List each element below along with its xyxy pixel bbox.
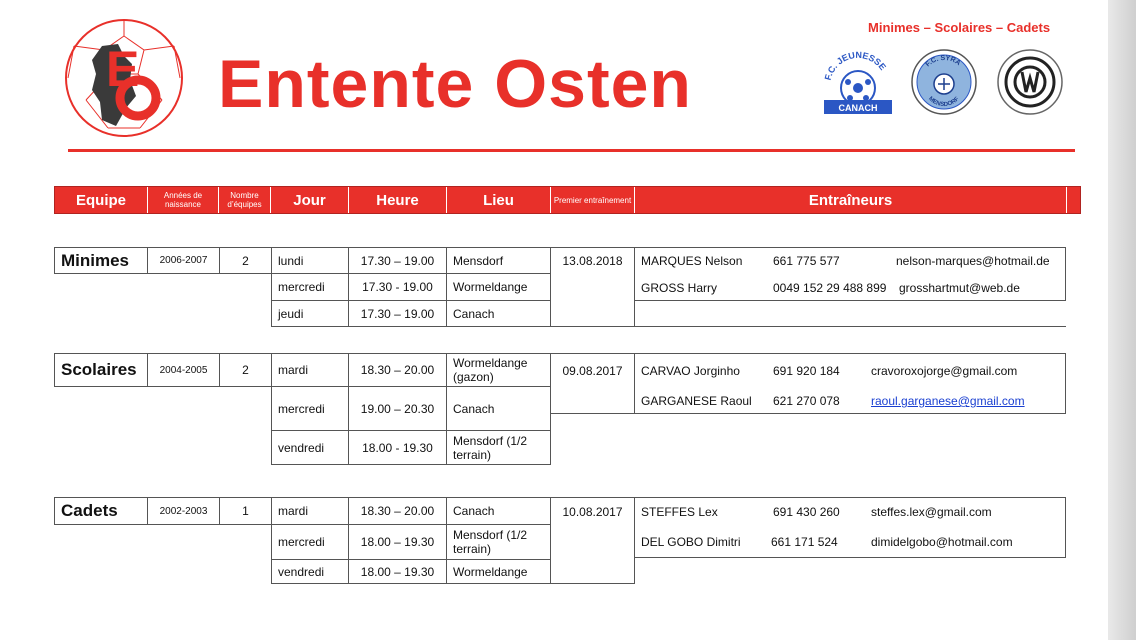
col-heure: Heure [349,187,447,213]
coach-name: MARQUES Nelson [641,254,743,268]
col-equipe: Equipe [55,187,148,213]
page-subtitle: Minimes – Scolaires – Cadets [868,20,1051,35]
col-nombre: Nombre d’équipes [219,187,271,213]
first-training: 10.08.2017 [550,497,635,584]
coach-name: CARVAO Jorginho [641,364,740,378]
coach-email[interactable]: grosshartmut@web.de [899,281,1020,295]
session-time: 18.30 – 20.00 [348,497,447,525]
session-place: Wormeldange [446,559,551,584]
team-count: 2 [219,353,272,387]
session-time: 18.00 - 19.30 [348,430,447,465]
session-day: lundi [271,247,349,274]
team-name: Cadets [54,497,148,525]
session-time: 18.00 – 19.30 [348,559,447,584]
coach-email[interactable]: dimidelgobo@hotmail.com [871,535,1013,549]
coach-phone: 0049 152 29 488 899 [773,281,887,295]
coach-phone: 691 920 184 [773,364,840,378]
session-place: Wormeldange (gazon) [446,353,551,387]
coach-name: GROSS Harry [641,281,718,295]
session-place: Canach [446,497,551,525]
session-time: 17.30 - 19.00 [348,273,447,301]
coach-email[interactable]: nelson-marques@hotmail.de [896,254,1050,268]
svg-text:CANACH: CANACH [838,103,878,113]
coach-name: STEFFES Lex [641,505,718,519]
session-place: Canach [446,300,551,327]
entente-osten-logo [62,16,186,140]
session-day: vendredi [271,559,349,584]
session-time: 18.00 – 19.30 [348,524,447,560]
session-time: 17.30 – 19.00 [348,300,447,327]
first-training: 09.08.2017 [550,353,635,414]
col-jour: Jour [271,187,349,213]
team-years: 2006-2007 [147,247,220,274]
col-premier: Premier entraînement [551,187,635,213]
team-count: 2 [219,247,272,274]
svg-text:F.C. JEUNESSE: F.C. JEUNESSE [822,49,888,82]
session-day: mardi [271,497,349,525]
coach-name: GARGANESE Raoul [641,394,752,408]
team-years: 2002-2003 [147,497,220,525]
coach-phone: 621 270 078 [773,394,840,408]
first-training: 13.08.2018 [550,247,635,327]
svg-text:E: E [106,41,140,97]
row-divider [634,326,1066,327]
table-header-row [54,186,1081,214]
svg-text:F.C. SYRA: F.C. SYRA [924,54,962,69]
svg-text:MENSDORF: MENSDORF [927,95,961,109]
session-day: mercredi [271,273,349,301]
team-name: Minimes [54,247,148,274]
session-day: mardi [271,353,349,387]
coach-email-link[interactable]: raoul.garganese@gmail.com [871,394,1025,408]
session-time: 18.30 – 20.00 [348,353,447,387]
coach-email[interactable]: steffes.lex@gmail.com [871,505,992,519]
team-name: Scolaires [54,353,148,387]
session-day: jeudi [271,300,349,327]
coach-name: DEL GOBO Dimitri [641,535,741,549]
session-place: Mensdorf (1/2 terrain) [446,524,551,560]
team-count: 1 [219,497,272,525]
session-time: 17.30 – 19.00 [348,247,447,274]
session-place: Wormeldange [446,273,551,301]
fc-syra-mensdorf-logo [910,48,980,118]
col-entraineurs: Entraîneurs [635,187,1067,213]
third-club-logo [996,48,1066,118]
coach-email[interactable]: cravoroxojorge@gmail.com [871,364,1018,378]
coach-phone: 661 171 524 [771,535,838,549]
session-place: Mensdorf [446,247,551,274]
session-place: Canach [446,386,551,431]
session-day: mercredi [271,386,349,431]
header-rule [68,149,1075,152]
session-day: mercredi [271,524,349,560]
fc-jeunesse-canach-logo [822,48,892,118]
team-years: 2004-2005 [147,353,220,387]
col-lieu: Lieu [447,187,551,213]
page-title: Entente Osten [218,46,692,122]
session-time: 19.00 – 20.30 [348,386,447,431]
page-edge [1108,0,1136,640]
session-day: vendredi [271,430,349,465]
coach-phone: 661 775 577 [773,254,840,268]
session-place: Mensdorf (1/2 terrain) [446,430,551,465]
col-annees: Années de naissance [148,187,219,213]
coach-phone: 691 430 260 [773,505,840,519]
